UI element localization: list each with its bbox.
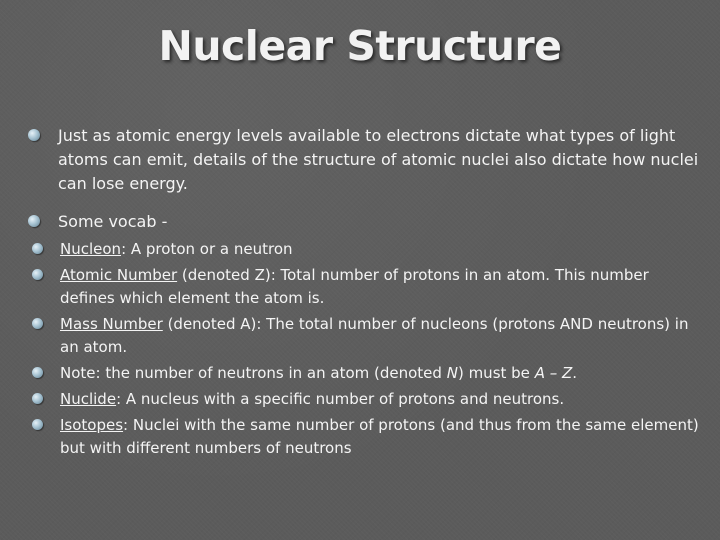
note-mid: ) must be [457,364,535,382]
bullet-intro [28,124,708,196]
slide-title: Nuclear Structure [158,22,562,70]
vocab-item-nuclide [32,388,708,411]
bullet-intro-text: Just as atomic energy levels available to electrons dictate what types of light atoms can emit, details of the structure of atomic nuclei also dictate how nuclei can lose energy. [58,126,699,193]
vocab-term: Isotopes [60,416,124,434]
vocab-item-isotopes [32,414,708,460]
note-n-symbol: N [446,364,458,382]
bullet-icon [28,215,40,227]
vocab-list [32,238,708,460]
vocab-term: Mass Number [60,315,163,333]
bullet-icon [32,419,43,430]
bullet-vocab-text: Some vocab - [58,212,168,231]
vocab-item-mass-number [32,313,708,359]
vocab-definition: : A proton or a neutron [121,240,293,258]
note-end: . [572,364,578,382]
vocab-item-nucleon [32,238,708,261]
slide-content [28,124,708,463]
vocab-term: Atomic Number [60,266,178,284]
vocab-item-atomic-number [32,264,708,310]
vocab-term: Nucleon [60,240,122,258]
vocab-item-note [32,362,708,385]
vocab-definition: (denoted A): The total number of nucleons (protons AND neutrons) in an atom. [60,315,689,356]
note-expression: A – Z [534,364,573,382]
vocab-definition: : A nucleus with a specific number of protons and neutrons. [116,390,565,408]
bullet-icon [32,269,43,280]
bullet-icon [32,243,43,254]
vocab-term: Nuclide [60,390,117,408]
bullet-icon [32,367,43,378]
vocab-definition: : Nuclei with the same number of protons (and thus from the same element) but with different numbers of neutrons [60,416,699,457]
bullet-vocab [28,210,708,234]
bullet-icon [32,318,43,329]
vocab-definition: (denoted Z): Total number of protons in an atom. This number defines which element the atom is. [60,266,649,307]
bullet-icon [32,393,43,404]
bullet-icon [28,129,40,141]
note-prefix: Note: the number of neutrons in an atom (denoted [60,364,447,382]
